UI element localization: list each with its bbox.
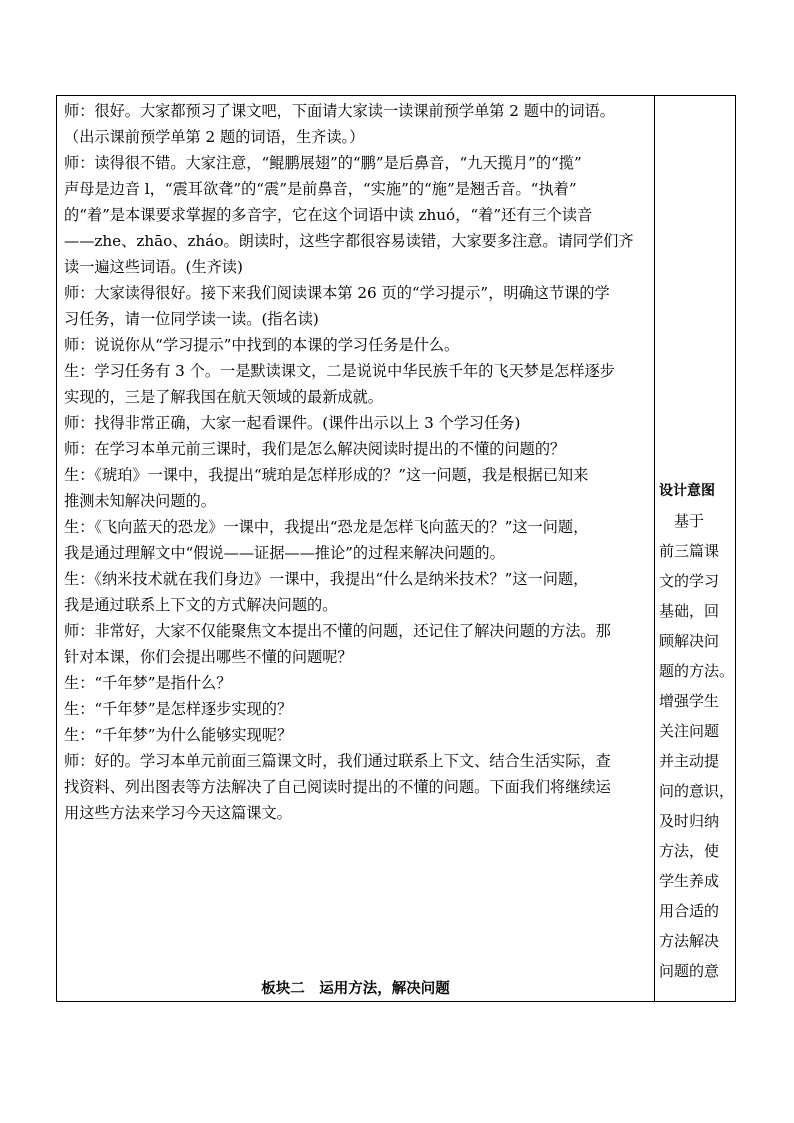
content-line: 生：《琥珀》一课中，我提出“琥珀是怎样形成的？”这一问题，我是根据已知来 — [64, 466, 589, 484]
content-line: 生：学习任务有 3 个。一是默读课文，二是说说中华民族千年的飞天梦是怎样逐步 — [64, 362, 615, 380]
design-intent-line: 学生养成 — [659, 872, 720, 890]
content-line: 师：在学习本单元前三课时，我们是怎么解决阅读时提出的不懂的问题的？ — [64, 440, 566, 458]
design-intent-line: 文的学习 — [659, 572, 720, 590]
content-line: 推测未知解决问题的。 — [64, 492, 216, 510]
design-intent-line: 用合适的 — [659, 902, 720, 920]
content-line: 生：《纳米技术就在我们身边》一课中，我提出“什么是纳米技术？”这一问题， — [64, 570, 589, 588]
design-intent-line: 题的方法。 — [659, 662, 735, 680]
design-intent-line: 方法，使 — [659, 842, 720, 860]
lesson-table — [56, 95, 736, 1002]
design-intent-line: 问题的意 — [659, 962, 720, 980]
content-line: 我是通过联系上下文的方式解决问题的。 — [64, 596, 338, 614]
lesson-content — [64, 98, 649, 826]
content-line: 生：“千年梦”为什么能够实现呢？ — [64, 726, 293, 744]
content-line: 用这些方法来学习今天这篇课文。 — [64, 804, 292, 822]
content-line: 生：《飞向蓝天的恐龙》一课中，我提出“恐龙是怎样飞向蓝天的？”这一问题， — [64, 518, 589, 536]
design-intent-line: 前三篇课 — [659, 542, 720, 560]
design-intent-line: 基于 — [659, 512, 705, 530]
content-line: 实现的，三是了解我国在航天领域的最新成就。 — [64, 388, 383, 406]
content-line: 读一遍这些词语。(生齐读) — [64, 258, 243, 276]
design-intent-column — [659, 476, 735, 986]
content-line: 生：“千年梦”是指什么？ — [64, 674, 232, 692]
content-line: 生：“千年梦”是怎样逐步实现的？ — [64, 700, 293, 718]
content-line: 习任务，请一位同学读一读。(指名读) — [64, 310, 319, 328]
design-intent-line: 并主动提 — [659, 752, 720, 770]
design-intent-line: 增强学生 — [659, 692, 720, 710]
content-line: 声母是边音 l，“震耳欲聋”的“震”是前鼻音，“实施”的“施”是翘舌音。“执着” — [64, 180, 577, 198]
content-line: 师：非常好，大家不仅能聚焦文本提出不懂的问题，还记住了解决问题的方法。那 — [64, 622, 611, 640]
content-line: 针对本课，你们会提出哪些不懂的问题呢？ — [64, 648, 353, 666]
content-line: 师：大家读得很好。接下来我们阅读课本第 26 页的“学习提示”，明确这节课的学 — [64, 284, 610, 302]
column-divider — [654, 96, 655, 1001]
design-intent-title: 设计意图 — [659, 483, 715, 499]
content-line: 的“着”是本课要求掌握的多音字，它在这个词语中读 zhuó，“着”还有三个读音 — [64, 206, 593, 224]
design-intent-line: 及时归纳 — [659, 812, 720, 830]
content-line: 师：读得很不错。大家注意，“鲲鹏展翅”的“鹏”是后鼻音，“九天揽月”的“揽” — [64, 154, 582, 172]
design-intent-line: 问的意识， — [659, 782, 735, 800]
design-intent-line: 关注问题 — [659, 722, 720, 740]
content-line: 师：很好。大家都预习了课文吧，下面请大家读一读课前预学单第 2 题中的词语。 — [64, 102, 615, 120]
content-line: 找资料、列出图表等方法解决了自己阅读时提出的不懂的问题。下面我们将继续运 — [64, 778, 611, 796]
design-intent-line: 基础，回 — [659, 602, 720, 620]
section-heading: 板块二 运用方法，解决问题 — [261, 981, 450, 997]
design-intent-line: 顾解决问 — [659, 632, 720, 650]
content-line: 我是通过理解文中“假说——证据——推论”的过程来解决问题的。 — [64, 544, 505, 562]
content-line: 师：找得非常正确，大家一起看课件。(课件出示以上 3 个学习任务) — [64, 414, 521, 432]
design-intent-line: 方法解决 — [659, 932, 720, 950]
content-line: ——zhe、zhāo、zháo。朗读时，这些字都很容易读错，大家要多注意。请同学们齐 — [64, 232, 634, 250]
content-line: 师：好的。学习本单元前面三篇课文时，我们通过联系上下文、结合生活实际，查 — [64, 752, 611, 770]
content-line: 师：说说你从“学习提示”中找到的本课的学习任务是什么。 — [64, 336, 460, 354]
content-line: （出示课前预学单第 2 题的词语，生齐读。） — [64, 128, 365, 146]
